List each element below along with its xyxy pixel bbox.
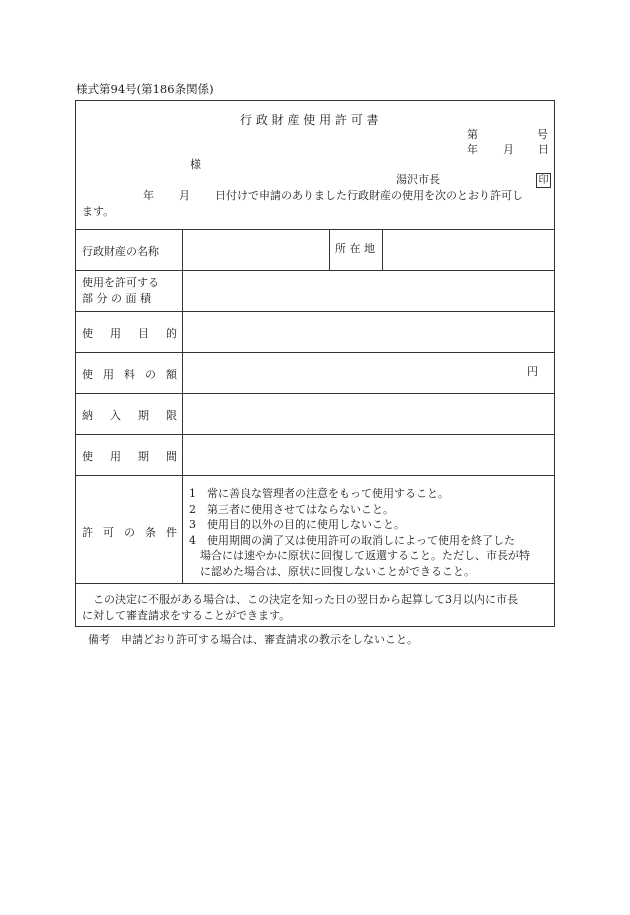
condition-item: 4 使用期間の満了又は使用許可の取消しによって使用を終了した	[189, 534, 515, 547]
form-number: 様式第94号(第186条関係)	[76, 82, 214, 96]
body-text-line2: ます。	[82, 205, 115, 218]
condition-item: 1 常に善良な管理者の注意をもって使用すること。	[189, 487, 449, 500]
divider	[75, 434, 555, 435]
condition-item: 場合には速やかに原状に回復して返還すること。ただし、市長が特	[189, 549, 530, 562]
issue-date-year: 年	[467, 143, 478, 156]
issuer-name: 湯沢市長	[396, 173, 440, 186]
due-date-label: 納 入 期 限	[82, 409, 177, 422]
number-prefix: 第	[467, 128, 478, 141]
appeal-notice-line2: に対して審査請求をすることができます。	[82, 609, 291, 622]
issue-date-day: 日	[538, 143, 549, 156]
area-label-line1: 使用を許可する	[82, 276, 159, 289]
fee-label: 使 用 料 の 額	[82, 368, 177, 381]
property-name-label: 行政財産の名称	[82, 245, 159, 258]
application-year: 年	[143, 189, 154, 202]
divider	[75, 475, 555, 476]
seal-mark: 印	[536, 173, 551, 188]
location-label: 所 在 地	[335, 242, 375, 255]
condition-item: に認めた場合は、原状に回復しないことができること。	[189, 565, 475, 578]
divider	[75, 270, 555, 271]
divider	[75, 393, 555, 394]
fee-unit: 円	[527, 365, 538, 378]
remarks-note: 備考 申請どおり許可する場合は、審査請求の教示をしないこと。	[88, 633, 418, 646]
condition-item: 2 第三者に使用させてはならないこと。	[189, 503, 394, 516]
column-divider	[382, 229, 383, 270]
column-divider	[182, 229, 183, 583]
divider	[75, 311, 555, 312]
number-suffix: 号	[537, 128, 548, 141]
condition-item: 3 使用目的以外の目的に使用しないこと。	[189, 518, 405, 531]
application-month: 月	[179, 189, 190, 202]
conditions-label: 許 可 の 条 件	[82, 526, 177, 539]
issue-date-month: 月	[503, 143, 514, 156]
addressee-suffix: 様	[190, 158, 201, 171]
form-frame	[75, 100, 555, 627]
area-label-line2: 部 分 の 面 積	[82, 292, 151, 305]
divider	[75, 229, 555, 230]
divider	[75, 352, 555, 353]
column-divider	[329, 229, 330, 270]
page-title: 行 政 財 産 使 用 許 可 書	[240, 113, 379, 127]
divider	[75, 583, 555, 584]
purpose-label: 使 用 目 的	[82, 327, 177, 340]
period-label: 使 用 期 間	[82, 450, 177, 463]
appeal-notice-line1: この決定に不服がある場合は、この決定を知った日の翌日から起算して3月以内に市長	[93, 593, 518, 606]
body-text-line1: 日付けで申請のありました行政財産の使用を次のとおり許可し	[215, 189, 523, 202]
